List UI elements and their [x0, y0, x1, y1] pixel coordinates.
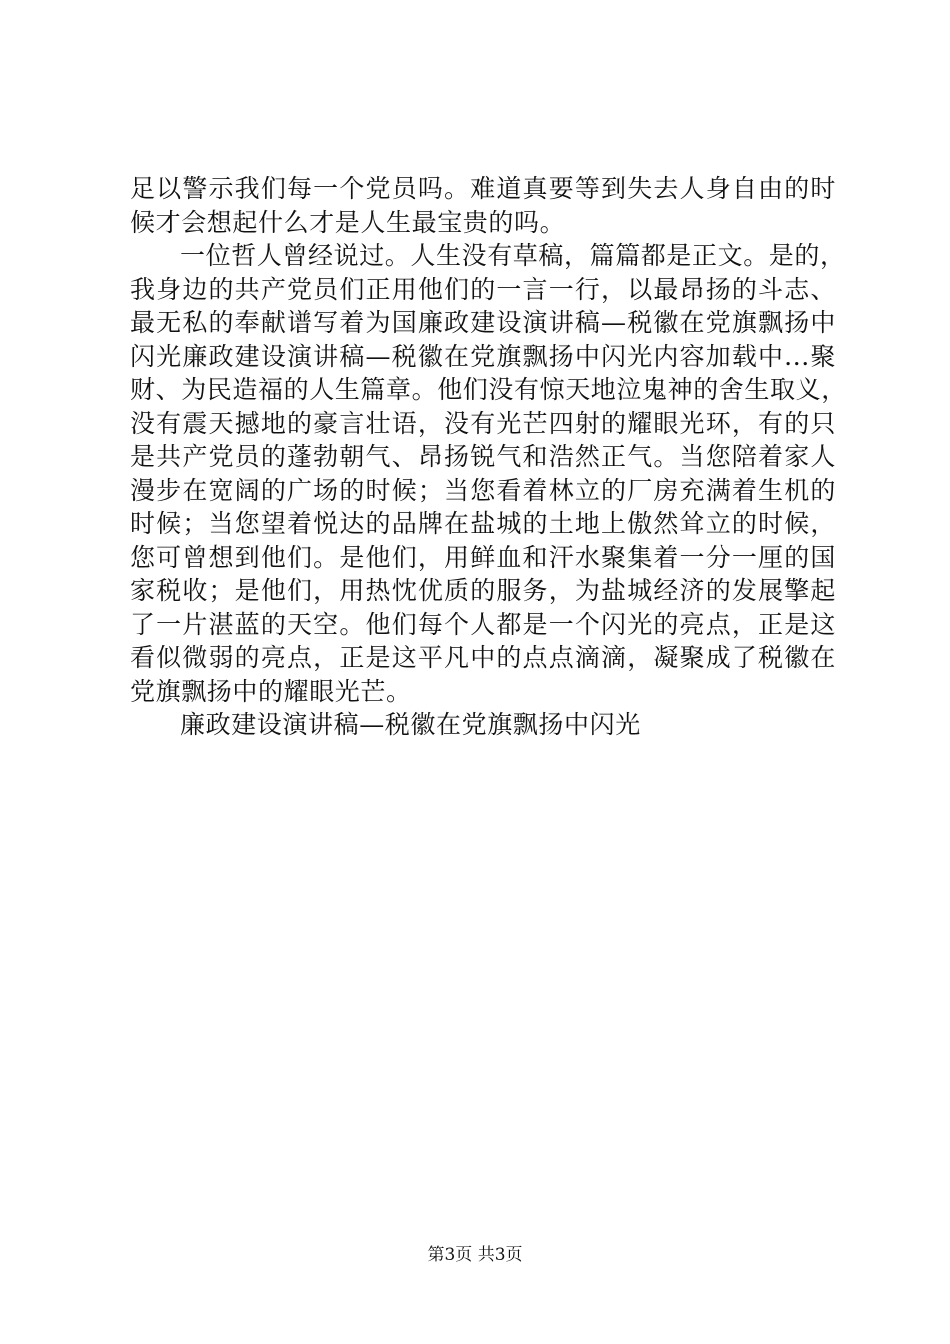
- text-line: 财、为民造福的人生篇章。他们没有惊天地泣鬼神的舍生取义，: [130, 375, 847, 404]
- text-line: 一位哲人曾经说过。人生没有草稿，篇篇都是正文。是的，: [180, 241, 846, 270]
- text-line: 最无私的奉献谱写着为国廉政建设演讲稿—税徽在党旗飘扬中: [130, 308, 836, 337]
- text-line: 是共产党员的蓬勃朝气、昂扬锐气和浩然正气。当您陪着家人: [130, 442, 836, 471]
- text-line: 候才会想起什么才是人生最宝贵的吗。: [130, 207, 566, 237]
- text-line: 足以警示我们每一个党员吗。难道真要等到失去人身自由的时: [130, 174, 836, 203]
- text-line: 我身边的共产党员们正用他们的一言一行，以最昂扬的斗志、: [130, 274, 836, 304]
- text-line: 看似微弱的亮点，正是这平凡中的点点滴滴，凝聚成了税徽在: [130, 643, 836, 672]
- page-number-footer: 第3页 共3页: [427, 1245, 523, 1265]
- text-line: 您可曾想到他们。是他们，用鲜血和汗水聚集着一分一厘的国: [130, 542, 836, 572]
- text-line: 了一片湛蓝的天空。他们每个人都是一个闪光的亮点，正是这: [130, 609, 836, 639]
- text-line: 没有震天撼地的豪言壮语，没有光芒四射的耀眼光环，有的只: [130, 408, 836, 438]
- document-body: [130, 172, 847, 742]
- text-line: 家税收；是他们，用热忱优质的服务，为盐城经济的发展擎起: [130, 576, 836, 605]
- text-line: 漫步在宽阔的广场的时候；当您看着林立的厂房充满着生机的: [130, 475, 836, 505]
- text-line: 闪光廉政建设演讲稿—税徽在党旗飘扬中闪光内容加载中...聚: [130, 341, 836, 371]
- text-line: 时候；当您望着悦达的品牌在盐城的土地上傲然耸立的时候，: [130, 509, 836, 538]
- document-title-line: 廉政建设演讲稿—税徽在党旗飘扬中闪光: [180, 710, 641, 739]
- text-line: 党旗飘扬中的耀眼光芒。: [130, 676, 412, 706]
